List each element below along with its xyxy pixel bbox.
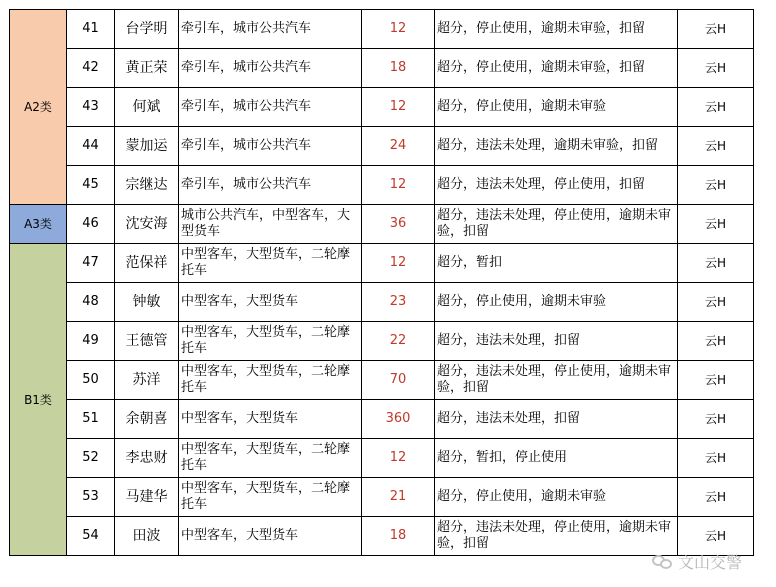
wechat-icon [652, 553, 674, 571]
penalty-points: 12 [362, 439, 435, 478]
category-cell: A2类 [10, 10, 67, 205]
issuing-office: 云H [678, 205, 754, 244]
driver-name: 苏洋 [115, 361, 179, 400]
license-status: 超分，停止使用，逾期未审验，扣留 [435, 49, 678, 88]
penalty-points: 12 [362, 10, 435, 49]
penalty-points: 70 [362, 361, 435, 400]
table-row [10, 49, 754, 88]
table-row [10, 127, 754, 166]
vehicle-types: 中型客车，大型货车 [179, 517, 362, 556]
watermark-text: 文山交警 [678, 553, 743, 572]
license-status: 超分，违法未处理，扣留 [435, 322, 678, 361]
vehicle-types: 中型客车，大型货车，二轮摩托车 [179, 478, 362, 517]
license-status: 超分，暂扣 [435, 244, 678, 283]
vehicle-types: 牵引车，城市公共汽车 [179, 166, 362, 205]
license-status: 超分，违法未处理，停止使用，逾期未审验，扣留 [435, 205, 678, 244]
category-cell: A3类 [10, 205, 67, 244]
issuing-office: 云H [678, 439, 754, 478]
row-number: 50 [67, 361, 115, 400]
driver-name: 王德管 [115, 322, 179, 361]
table-row [10, 361, 754, 400]
row-number: 49 [67, 322, 115, 361]
issuing-office: 云H [678, 361, 754, 400]
issuing-office: 云H [678, 517, 754, 556]
license-status: 超分，停止使用，逾期未审验 [435, 478, 678, 517]
penalty-points: 12 [362, 88, 435, 127]
driver-name: 范保祥 [115, 244, 179, 283]
penalty-points: 18 [362, 517, 435, 556]
watermark [652, 550, 742, 573]
row-number: 48 [67, 283, 115, 322]
vehicle-types: 牵引车，城市公共汽车 [179, 88, 362, 127]
driver-name: 黄正荣 [115, 49, 179, 88]
table-row [10, 10, 754, 49]
license-status: 超分，停止使用，逾期未审验 [435, 283, 678, 322]
issuing-office: 云H [678, 127, 754, 166]
license-status: 超分，违法未处理，停止使用，扣留 [435, 166, 678, 205]
row-number: 42 [67, 49, 115, 88]
row-number: 52 [67, 439, 115, 478]
table-body [10, 10, 754, 556]
issuing-office: 云H [678, 10, 754, 49]
vehicle-types: 牵引车，城市公共汽车 [179, 10, 362, 49]
license-status: 超分，违法未处理，扣留 [435, 400, 678, 439]
vehicle-types: 中型客车，大型货车 [179, 283, 362, 322]
violators-table [9, 9, 754, 556]
license-status: 超分，违法未处理，停止使用，逾期未审验，扣留 [435, 517, 678, 556]
vehicle-types: 中型客车，大型货车，二轮摩托车 [179, 361, 362, 400]
table-row [10, 205, 754, 244]
vehicle-types: 城市公共汽车，中型客车，大型货车 [179, 205, 362, 244]
driver-name: 何斌 [115, 88, 179, 127]
vehicle-types: 中型客车，大型货车 [179, 400, 362, 439]
issuing-office: 云H [678, 244, 754, 283]
table-row [10, 439, 754, 478]
row-number: 53 [67, 478, 115, 517]
table-row [10, 283, 754, 322]
driver-name: 李忠财 [115, 439, 179, 478]
driver-name: 田波 [115, 517, 179, 556]
table-row [10, 88, 754, 127]
vehicle-types: 牵引车，城市公共汽车 [179, 127, 362, 166]
penalty-points: 12 [362, 244, 435, 283]
row-number: 54 [67, 517, 115, 556]
driver-name: 马建华 [115, 478, 179, 517]
license-status: 超分，违法未处理，逾期未审验，扣留 [435, 127, 678, 166]
license-status: 超分，暂扣，停止使用 [435, 439, 678, 478]
license-status: 超分，停止使用，逾期未审验 [435, 88, 678, 127]
driver-name: 沈安海 [115, 205, 179, 244]
driver-name: 台学明 [115, 10, 179, 49]
penalty-points: 12 [362, 166, 435, 205]
row-number: 41 [67, 10, 115, 49]
table-row [10, 517, 754, 556]
penalty-points: 360 [362, 400, 435, 439]
row-number: 47 [67, 244, 115, 283]
row-number: 43 [67, 88, 115, 127]
category-cell: B1类 [10, 244, 67, 556]
row-number: 51 [67, 400, 115, 439]
table-row [10, 322, 754, 361]
penalty-points: 21 [362, 478, 435, 517]
license-status: 超分，停止使用，逾期未审验，扣留 [435, 10, 678, 49]
issuing-office: 云H [678, 283, 754, 322]
issuing-office: 云H [678, 88, 754, 127]
row-number: 44 [67, 127, 115, 166]
issuing-office: 云H [678, 166, 754, 205]
driver-name: 钟敏 [115, 283, 179, 322]
penalty-points: 23 [362, 283, 435, 322]
table-row [10, 166, 754, 205]
issuing-office: 云H [678, 400, 754, 439]
issuing-office: 云H [678, 478, 754, 517]
vehicle-types: 中型客车，大型货车，二轮摩托车 [179, 439, 362, 478]
issuing-office: 云H [678, 49, 754, 88]
vehicle-types: 中型客车，大型货车，二轮摩托车 [179, 244, 362, 283]
penalty-points: 36 [362, 205, 435, 244]
driver-name: 蒙加运 [115, 127, 179, 166]
penalty-points: 22 [362, 322, 435, 361]
row-number: 45 [67, 166, 115, 205]
penalty-points: 18 [362, 49, 435, 88]
row-number: 46 [67, 205, 115, 244]
table-row [10, 400, 754, 439]
license-status: 超分，违法未处理，停止使用，逾期未审验，扣留 [435, 361, 678, 400]
penalty-points: 24 [362, 127, 435, 166]
driver-name: 宗继达 [115, 166, 179, 205]
table-row [10, 244, 754, 283]
vehicle-types: 中型客车，大型货车，二轮摩托车 [179, 322, 362, 361]
driver-name: 余朝喜 [115, 400, 179, 439]
vehicle-types: 牵引车，城市公共汽车 [179, 49, 362, 88]
table-row [10, 478, 754, 517]
issuing-office: 云H [678, 322, 754, 361]
